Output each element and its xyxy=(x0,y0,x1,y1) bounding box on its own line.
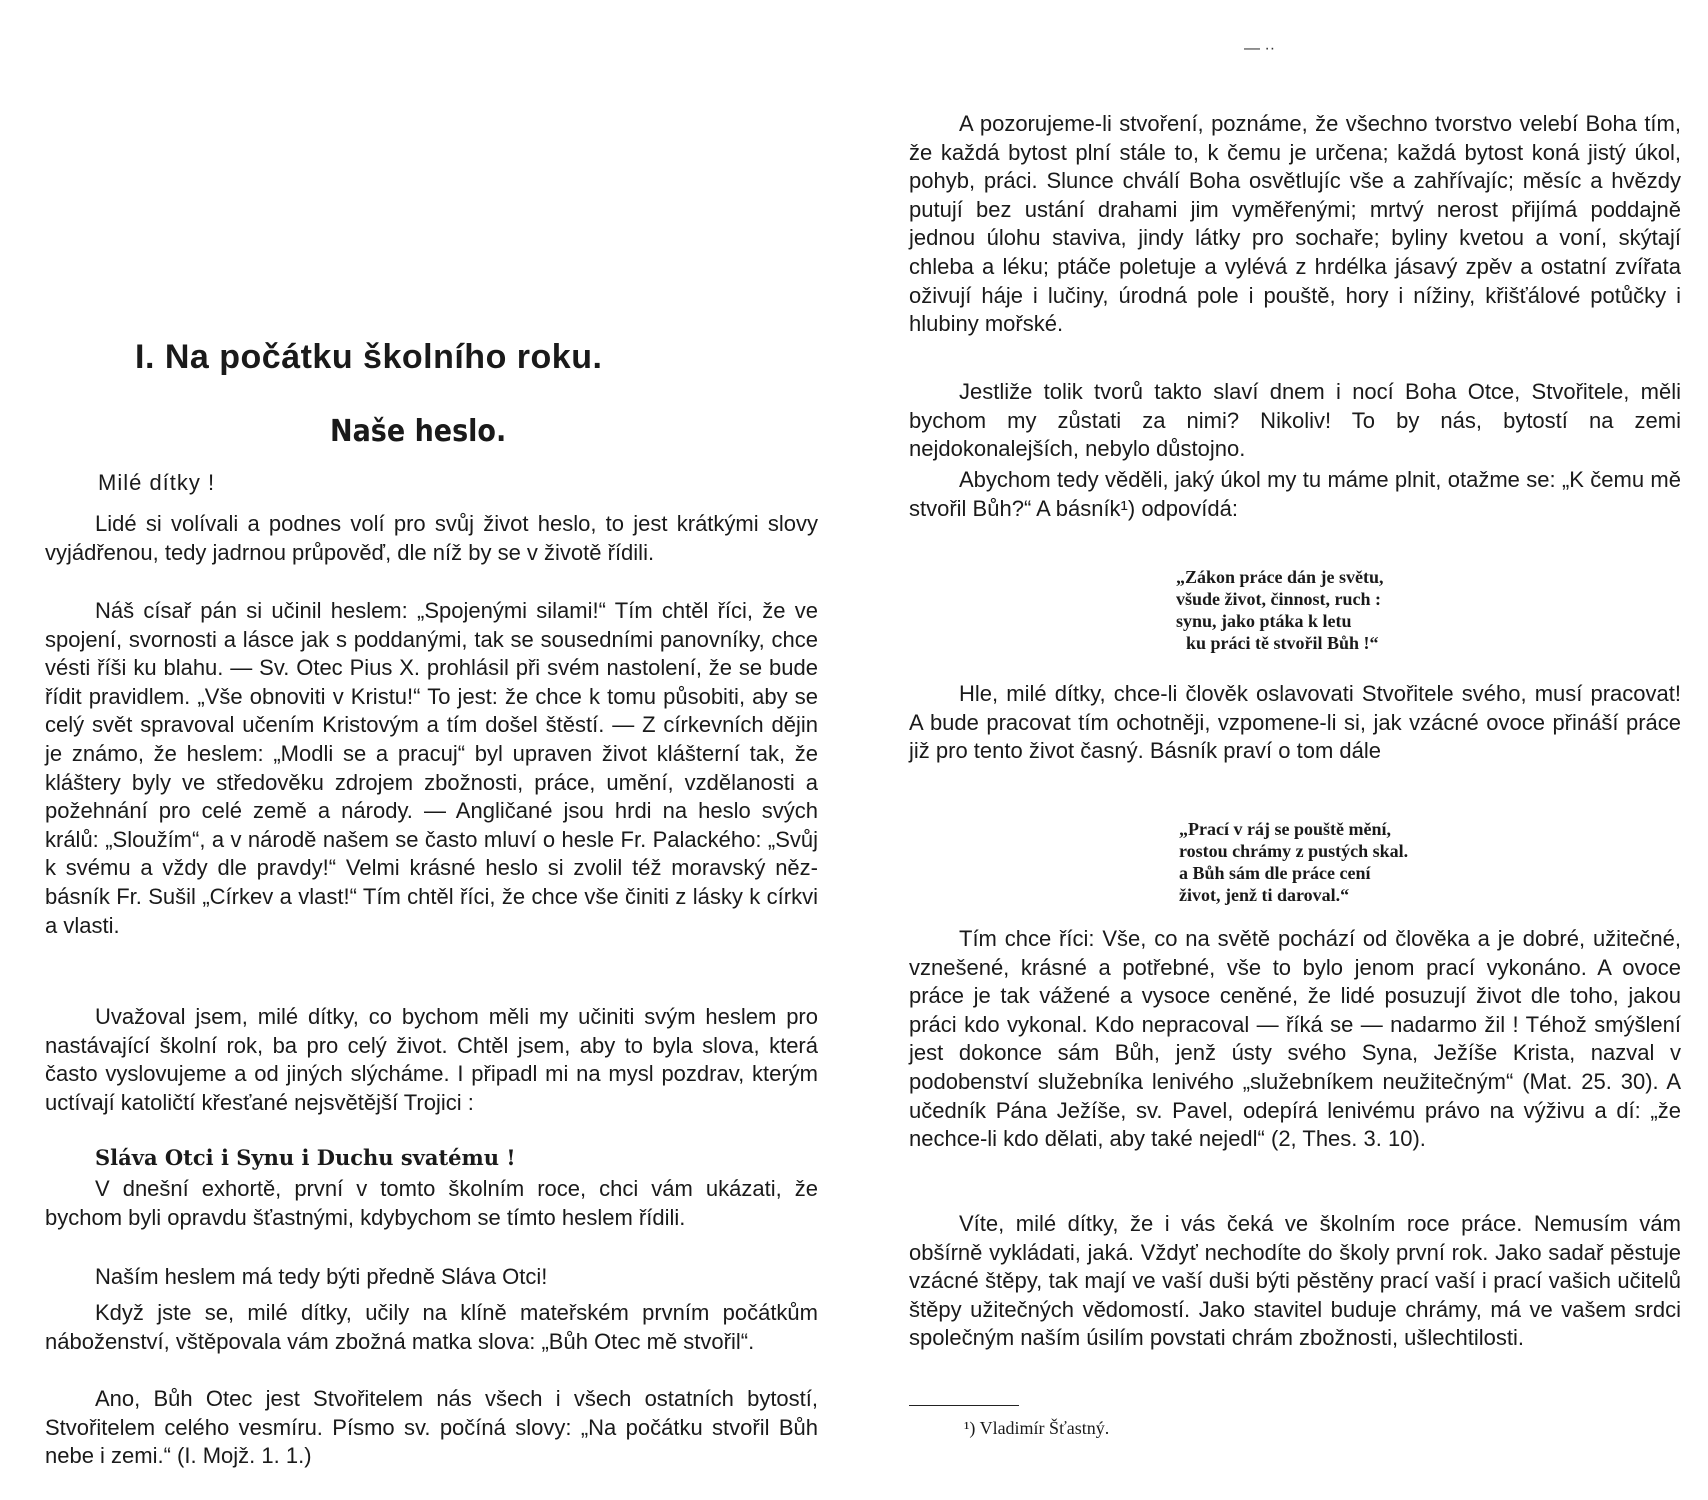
verse-2 xyxy=(1179,818,1408,906)
paragraph-12: Tím chce říci: Vše, co na světě pochází od člověka a je dobré, užitečné, vznešené, krásné a potřebné, vše to bylo jenom prací vykonáno. A ovoce práce je tak vážené a vysoce ceněné, že lidé posuzují život dle toho, jakou práci kdo vykonal. Kdo nepracoval — říká se — nadarmo žil ! Téhož smýšlení jest dokonce sám Bůh, jenž ústy svého Syna, Ježíše Krista, nazval v podobenství služebníka lenivého „služebníkem neužitečným“ (Mat. 25. 30). A učedník Pána Ježíše, sv. Pavel, odepírá lenivému právo na výživu a dí: „že nechce-li kdo dělati, aby také nejedl“ (2, Thes. 3. 10). xyxy=(909,926,1681,1152)
verse-2-line: rostou chrámy z pustých skal. xyxy=(1179,841,1409,861)
footnote-rule xyxy=(909,1405,1019,1406)
paragraph-5: Naším heslem má tedy býti předně Sláva Otci! xyxy=(95,1264,548,1289)
verse-1-line: ku práci tě stvořil Bůh !“ xyxy=(1186,633,1379,653)
paragraph-3: Uvažoval jsem, milé dítky, co bychom měli my učiniti svým heslem pro nastávající školní rok, ba pro celý život. Chtěl jsem, aby to byla slova, která často vyslovujeme a od jiných slýcháme. I připadl mi na mysl pozdrav, kterým uctívají katoličtí křesťané nejsvětější Trojici : xyxy=(45,1004,818,1115)
page-header-mark: — ·· xyxy=(1244,40,1276,57)
paragraph-6: Když jste se, milé dítky, učily na klíně mateřském prvním počátkům náboženství, vštěpovala vám zbožná matka slova: „Bůh Otec mě stvořil“. xyxy=(45,1300,818,1354)
paragraph-11: Hle, milé dítky, chce-li člověk oslavovati Stvořitele svého, musí pracovat! A bude pracovat tím ochotněji, vzpomene-li si, jak vzácné ovoce přináší práce již pro tento život časný. Básník praví o tom dále xyxy=(909,681,1681,764)
verse-2-line: a Bůh sám dle práce cení xyxy=(1179,863,1371,883)
verse-2-line: „Prací v ráj se pouště mění, xyxy=(1179,819,1391,839)
right-page xyxy=(854,0,1708,1500)
salutation: Milé dítky ! xyxy=(98,470,216,495)
verse-1-line: synu, jako ptáka k letu xyxy=(1176,611,1352,631)
verse-1-line: všude život, činnost, ruch : xyxy=(1176,589,1382,609)
paragraph-4: V dnešní exhortě, první v tomto školním roce, chci vám ukázati, že bychom byli opravdu šťastnými, kdybychom se tímto heslem řídili. xyxy=(45,1176,818,1230)
paragraph-8: A pozorujeme-li stvoření, poznáme, že všechno tvorstvo velebí Boha tím, že každá bytost plní stále to, k čemu je určena; každá bytost koná jistý úkol, pohyb, práci. Slunce chválí Boha osvětlujíc vše a zahřívajíc; měsíc a hvězdy putují bez ustání drahami jim vyměřenými; mrtvý nerost přijímá poddajně jednou úlohu staviva, jindy látky pro sochaře; byliny kvetou a voní, skýtají chleba a léku; ptáče poletuje a vylévá z hrdélka jásavý zpěv a ostatní zvířata oživují háje i lučiny, úrodná pole i pouště, hory i nížiny, křišťálové potůčky i hlubiny mořské. xyxy=(909,111,1681,337)
paragraph-10: Abychom tedy věděli, jaký úkol my tu máme plnit, otažme se: „K čemu mě stvořil Bůh?“ A básník¹) odpovídá: xyxy=(909,467,1681,521)
section-subtitle: Naše heslo. xyxy=(330,414,507,449)
verse-2-line: život, jenž ti daroval.“ xyxy=(1179,885,1350,905)
motto: Sláva Otci i Synu i Duchu svatému ! xyxy=(95,1145,516,1170)
verse-1-line: „Zákon práce dán je světu, xyxy=(1176,567,1384,587)
paragraph-9: Jestliže tolik tvorů takto slaví dnem i nocí Boha Otce, Stvořitele, měli bychom my zůstati za nimi? Nikoliv! To by nás, bytostí na zemi nejdokonalejších, nebylo důstojno. xyxy=(909,379,1681,462)
paragraph-1: Lidé si volívali a podnes volí pro svůj život heslo, to jest krátkými slovy vyjádřenou, tedy jadrnou průpověď, dle níž by se v životě řídili. xyxy=(45,511,818,565)
paragraph-2: Náš císař pán si učinil heslem: „Spojenými silami!“ Tím chtěl říci, že ve spojení, svornosti a lásce jak s poddanými, tak se sousedními panovníky, chce vésti říši ku blahu. — Sv. Otec Pius X. prohlásil při svém nastolení, že se bude řídit pravidlem. „Vše obnoviti v Kristu!“ To jest: že chce k tomu působiti, aby se celý svět spravoval učením Kristovým a tím došel štěstí. — Z církevních dějin je známo, že heslem: „Modli se a pracuj“ byl upraven život klášterní tak, že kláštery byly ve středověku zdrojem zbožnosti, práce, umění, vzdělanosti a požehnání pro celé země a národy. — Angličané jsou hrdi na heslo svých králů: „Sloužím“, a v národě našem se často mluví o hesle Fr. Palackého: „Svůj k svému a vždy dle pravdy!“ Velmi krásné heslo si zvolil též moravský něz-básník Fr. Sušil „Církev a vlast!“ Tím chtěl říci, že chce vše činiti z lásky k církvi a vlasti. xyxy=(45,598,818,938)
verse-1 xyxy=(1176,566,1384,654)
chapter-title: I. Na počátku školního roku. xyxy=(135,338,603,376)
footnote: ¹) Vladimír Šťastný. xyxy=(964,1418,1110,1438)
paragraph-13: Víte, milé dítky, že i vás čeká ve školním roce práce. Nemusím vám obšírně vykládati, jaká. Vždyť nechodíte do školy první rok. Jako sadař pěstuje vzácné štěpy, tak mají ve vaší duši býti pěstěny prací vaší i prací vašich učitelů štěpy užitečných vědomostí. Jako stavitel buduje chrámy, má ve vašem srdci společným naším úsilím povstati chrám zbožnosti, ušlechtilosti. xyxy=(909,1211,1681,1351)
paragraph-7: Ano, Bůh Otec jest Stvořitelem nás všech i všech ostatních bytostí, Stvořitelem celého vesmíru. Písmo sv. počíná slovy: „Na počátku stvořil Bůh nebe i zemi.“ (I. Mojž. 1. 1.) xyxy=(45,1386,818,1469)
